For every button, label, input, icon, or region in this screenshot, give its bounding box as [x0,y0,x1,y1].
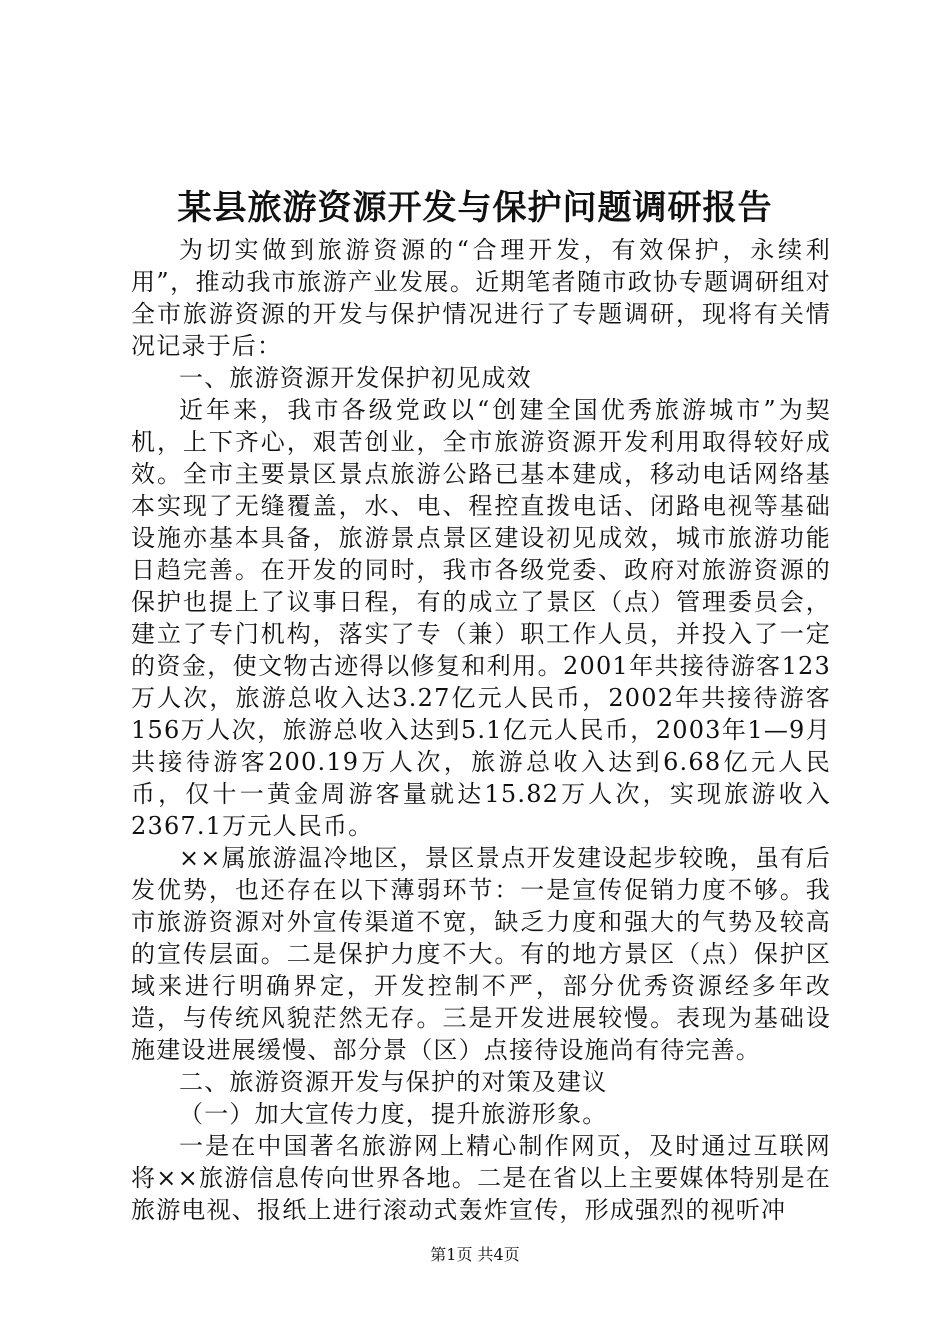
intro-paragraph: 为切实做到旅游资源的“合理开发，有效保护，永续利用”，推动我市旅游产业发展。近期笔者随市政协专题调研组对全市旅游资源的开发与保护情况进行了专题调研，现将有关情况记录于后： [131,236,831,360]
promotion-paragraph: 一是在中国著名旅游网上精心制作网页，及时通过互联网将××旅游信息传向世界各地。二是在省以上主要媒体特别是在旅游电视、报纸上进行滚动式轰炸宣传，形成强烈的视听冲 [131,1132,831,1224]
page-footer: 第1页 共4页 [430,1245,520,1264]
achievements-paragraph: 近年来，我市各级党政以“创建全国优秀旅游城市”为契机，上下齐心，艰苦创业，全市旅游资源开发利用取得较好成效。全市主要景区景点旅游公路已基本建成，移动电话网络基本实现了无缝覆盖，水、电、程控直拨电话、闭路电视等基础设施亦基本具备，旅游景点景区建设初见成效，城市旅游功能日趋完善。在开发的同时，我市各级党委、政府对旅游资源的保护也提上了议事日程，有的成立了景区（点）管理委员会，建立了专门机构，落实了专（兼）职工作人员，并投入了一定的资金，使文物古迹得以修复和利用。2001年共接待游客123万人次，旅游总收入达3.27亿元人民币，2002年共接待游客156万人次，旅游总收入达到5.1亿元人民币，2003年1—9月共接待游客200.19万人次，旅游总收入达到6.68亿元人民币，仅十一黄金周游客量就达15.82万人次，实现旅游收入2367.1万元人民币。 [131,396,831,840]
section-heading-1: 一、旅游资源开发保护初见成效 [179,364,532,392]
document-title: 某县旅游资源开发与保护问题调研报告 [177,188,773,228]
subsection-heading-1: （一）加大宣传力度，提升旅游形象。 [179,1100,608,1128]
weaknesses-paragraph: ××属旅游温冷地区，景区景点开发建设起步较晚，虽有后发优势，也还存在以下薄弱环节：一是宣传促销力度不够。我市旅游资源对外宣传渠道不宽，缺乏力度和强大的气势及较高的宣传层面。二是保护力度不大。有的地方景区（点）保护区域来进行明确界定，开发控制不严，部分优秀资源经多年改造，与传统风貌茫然无存。三是开发进展较慢。表现为基础设施建设进展缓慢、部分景（区）点接待设施尚有待完善。 [131,844,831,1064]
document-body [131,234,831,1226]
section-heading-2: 二、旅游资源开发与保护的对策及建议 [179,1068,608,1096]
